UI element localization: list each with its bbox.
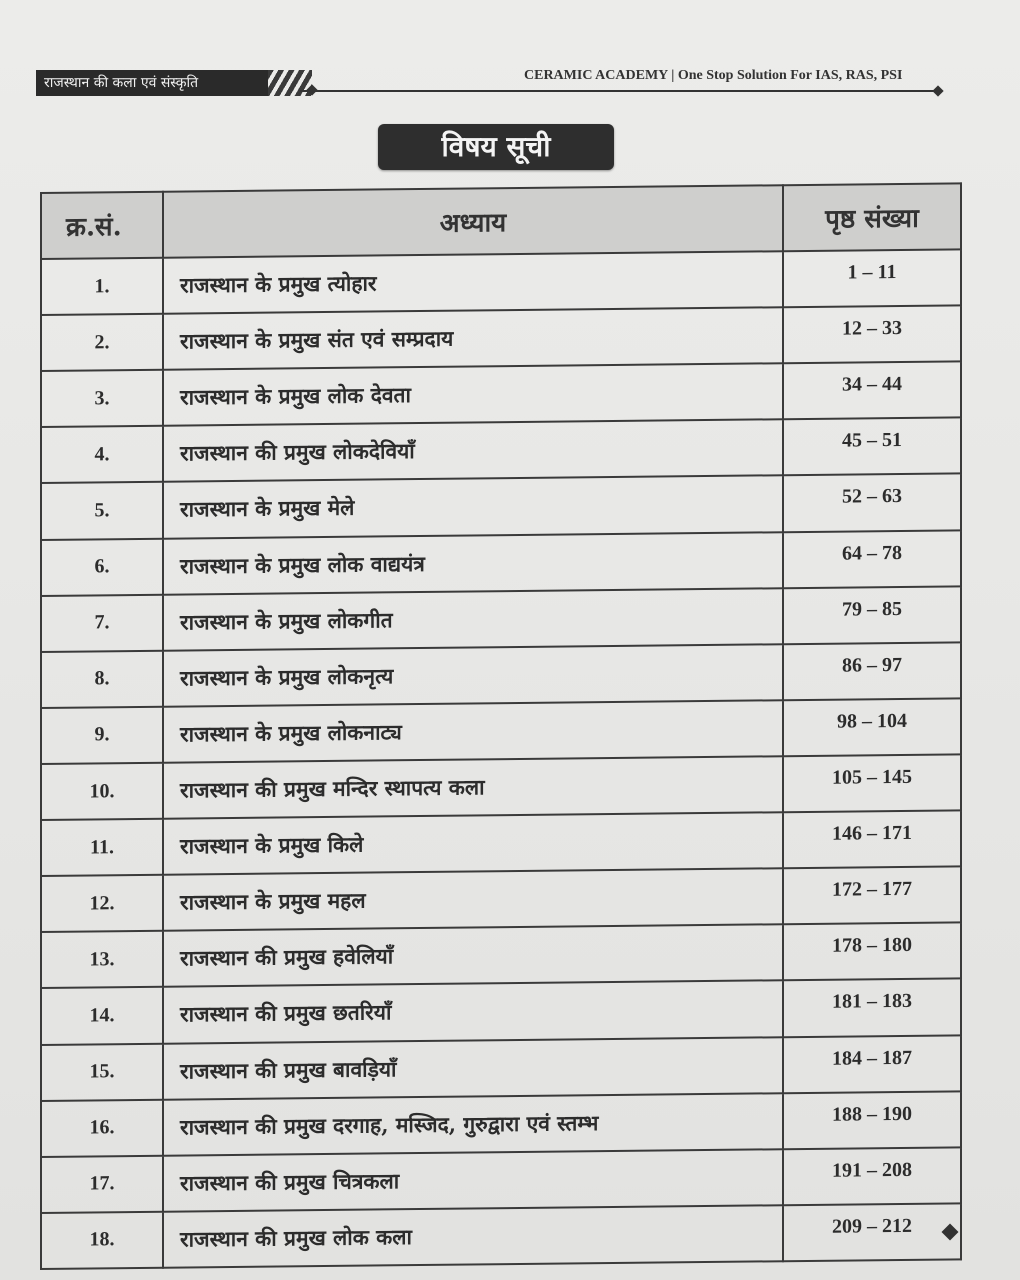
row-serial: 17. xyxy=(41,1155,163,1212)
table-row xyxy=(41,1147,961,1213)
row-serial: 18. xyxy=(41,1212,163,1269)
row-chapter: राजस्थान के प्रमुख मेले xyxy=(163,476,783,539)
row-serial: 4. xyxy=(41,426,163,483)
header-serial: क्र.सं. xyxy=(41,192,163,259)
row-chapter: राजस्थान की प्रमुख मन्दिर स्थापत्य कला xyxy=(163,756,783,819)
row-chapter: राजस्थान की प्रमुख चित्रकला xyxy=(163,1149,783,1212)
row-chapter: राजस्थान की प्रमुख लोकदेवियाँ xyxy=(163,420,783,483)
row-serial: 12. xyxy=(41,875,163,932)
row-serial: 9. xyxy=(41,707,163,764)
row-chapter: राजस्थान की प्रमुख बावड़ियाँ xyxy=(163,1037,783,1100)
row-serial: 8. xyxy=(41,650,163,707)
row-serial: 7. xyxy=(41,594,163,651)
table-row xyxy=(41,698,961,764)
table-row xyxy=(41,305,961,371)
table-row xyxy=(41,1035,961,1101)
row-pages: 178 – 180 xyxy=(783,923,961,981)
row-chapter: राजस्थान के प्रमुख त्योहार xyxy=(163,251,783,314)
table-row xyxy=(41,474,961,540)
contents-table xyxy=(40,182,962,1270)
row-pages: 12 – 33 xyxy=(783,305,961,363)
table-row xyxy=(41,530,961,596)
row-pages: 184 – 187 xyxy=(783,1035,961,1093)
book-title-banner: राजस्थान की कला एवं संस्कृति xyxy=(36,70,268,96)
row-pages: 146 – 171 xyxy=(783,810,961,868)
row-serial: 5. xyxy=(41,482,163,539)
row-serial: 10. xyxy=(41,763,163,820)
row-pages: 64 – 78 xyxy=(783,530,961,588)
row-pages: 45 – 51 xyxy=(783,418,961,476)
row-serial: 16. xyxy=(41,1099,163,1156)
row-pages: 181 – 183 xyxy=(783,979,961,1037)
row-serial: 13. xyxy=(41,931,163,988)
table-row xyxy=(41,642,961,708)
table-row xyxy=(41,362,961,428)
table-header-row xyxy=(41,183,961,259)
table-row xyxy=(41,979,961,1045)
row-chapter: राजस्थान के प्रमुख संत एवं सम्प्रदाय xyxy=(163,307,783,370)
contents-table-wrapper xyxy=(40,182,960,1270)
row-chapter: राजस्थान के प्रमुख लोक वाद्ययंत्र xyxy=(163,532,783,595)
row-chapter: राजस्थान की प्रमुख हवेलियाँ xyxy=(163,925,783,988)
row-chapter: राजस्थान के प्रमुख लोकनृत्य xyxy=(163,644,783,707)
row-serial: 3. xyxy=(41,370,163,427)
header-rule xyxy=(300,90,940,92)
row-chapter: राजस्थान के प्रमुख महल xyxy=(163,868,783,931)
row-chapter: राजस्थान की प्रमुख छतरियाँ xyxy=(163,981,783,1044)
table-row xyxy=(41,1203,961,1269)
row-pages: 172 – 177 xyxy=(783,867,961,925)
row-pages: 191 – 208 xyxy=(783,1147,961,1205)
row-chapter: राजस्थान के प्रमुख लोकगीत xyxy=(163,588,783,651)
row-chapter: राजस्थान के प्रमुख किले xyxy=(163,812,783,875)
row-serial: 11. xyxy=(41,819,163,876)
header-chapter: अध्याय xyxy=(163,185,783,257)
row-pages: 209 – 212 xyxy=(783,1203,961,1261)
header-rule-diamond-right xyxy=(932,85,943,96)
contents-title: विषय सूची xyxy=(378,124,614,170)
row-serial: 2. xyxy=(41,314,163,371)
table-row xyxy=(41,923,961,989)
row-serial: 6. xyxy=(41,538,163,595)
banner-stripes-decoration xyxy=(268,70,312,96)
row-pages: 86 – 97 xyxy=(783,642,961,700)
row-chapter: राजस्थान की प्रमुख दरगाह, मस्जिद, गुरुद्वारा एवं स्तम्भ xyxy=(163,1093,783,1156)
row-pages: 188 – 190 xyxy=(783,1091,961,1149)
row-chapter: राजस्थान के प्रमुख लोकनाट्य xyxy=(163,700,783,763)
table-row xyxy=(41,810,961,876)
row-serial: 14. xyxy=(41,987,163,1044)
row-chapter: राजस्थान की प्रमुख लोक कला xyxy=(163,1205,783,1268)
header-page: पृष्ठ संख्या xyxy=(783,183,961,251)
row-serial: 1. xyxy=(41,258,163,315)
row-pages: 52 – 63 xyxy=(783,474,961,532)
table-row xyxy=(41,867,961,933)
table-row xyxy=(41,418,961,484)
row-chapter: राजस्थान के प्रमुख लोक देवता xyxy=(163,363,783,426)
row-pages: 79 – 85 xyxy=(783,586,961,644)
row-serial: 15. xyxy=(41,1043,163,1100)
table-row xyxy=(41,249,961,315)
row-pages: 1 – 11 xyxy=(783,249,961,307)
table-row xyxy=(41,1091,961,1157)
row-pages: 98 – 104 xyxy=(783,698,961,756)
publisher-tagline: CERAMIC ACADEMY | One Stop Solution For IAS, RAS, PSI xyxy=(524,68,903,83)
table-row xyxy=(41,754,961,820)
table-row xyxy=(41,586,961,652)
row-pages: 34 – 44 xyxy=(783,362,961,420)
row-pages: 105 – 145 xyxy=(783,754,961,812)
